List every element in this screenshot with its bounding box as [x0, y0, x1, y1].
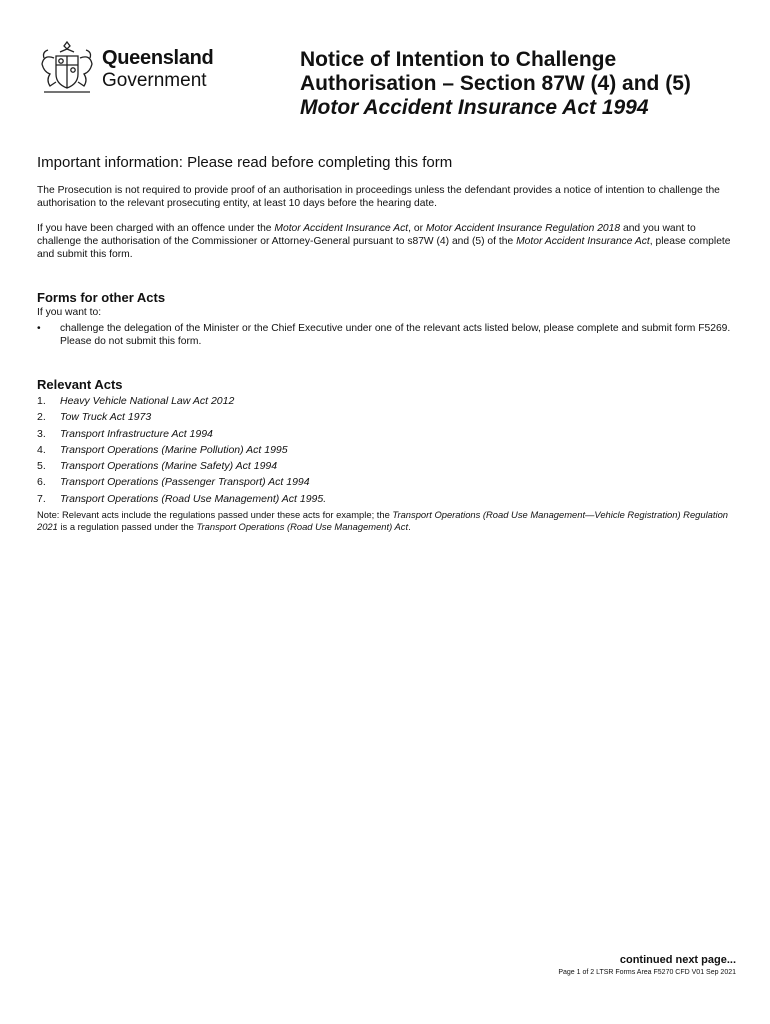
list-item	[37, 474, 737, 490]
relevant-acts-heading: Relevant Acts	[37, 377, 123, 392]
continued-next-page: continued next page...	[619, 954, 736, 966]
regulation-name-italic: Motor Accident Insurance Regulation 2018	[425, 223, 621, 234]
forms-other-acts-bullet	[37, 322, 737, 348]
form-title	[300, 48, 750, 120]
list-item-number: 7.	[37, 492, 46, 505]
list-item	[37, 442, 737, 458]
list-item-text: Transport Infrastructure Act 1994	[60, 427, 213, 440]
logo-text-queensland: Queensland	[102, 47, 214, 69]
text-run: , or	[408, 223, 426, 234]
text-run: , please complete and submit this form.	[37, 236, 731, 260]
list-item-number: 6.	[37, 476, 46, 489]
list-item-text: Transport Operations (Marine Safety) Act 1994	[60, 460, 278, 473]
coat-of-arms-icon	[36, 38, 98, 98]
important-info-paragraph-1: The Prosecution is not required to provide proof of an authorisation in proceedings unless the defendant provides a notice of intention to challenge the authorisation to the relevant prosecuting entity, at least 10 days before the hearing date.	[37, 185, 720, 209]
list-item	[37, 393, 737, 409]
list-item-text: Transport Operations (Marine Pollution) Act 1995	[60, 443, 288, 456]
logo-text-government: Government	[102, 70, 207, 91]
bullet-text: challenge the delegation of the Minister or the Chief Executive under one of the relevant acts listed below, please complete and submit form F5269. Please do not submit this form.	[60, 323, 731, 347]
list-item-text: Heavy Vehicle National Law Act 2012	[60, 395, 235, 407]
form-title-line3: Motor Accident Insurance Act 1994	[300, 96, 649, 119]
list-item-number: 1.	[37, 395, 46, 407]
important-info-paragraph-2	[37, 222, 737, 261]
list-item-text: Transport Operations (Passenger Transport) Act 1994	[60, 476, 310, 489]
text-run: is a regulation passed under the	[57, 521, 197, 532]
list-item-number: 5.	[37, 460, 46, 473]
list-item	[37, 458, 737, 474]
qld-government-logo	[36, 38, 226, 98]
form-title-line2: Authorisation – Section 87W (4) and (5)	[300, 72, 691, 95]
text-run: and you want to challenge the authorisation of the Commissioner or Attorney-General pursuant to s87W (4) and (5) of the	[37, 223, 696, 247]
bullet-icon: •	[37, 323, 41, 334]
text-run: Note: Relevant acts include the regulations passed under these acts for example; the	[37, 509, 393, 520]
forms-other-acts-heading: Forms for other Acts	[37, 290, 166, 305]
list-item	[37, 426, 737, 442]
forms-other-acts-intro: If you want to:	[37, 307, 102, 318]
text-run: .	[408, 521, 411, 532]
list-item-text: Transport Operations (Road Use Management) Act 1995.	[60, 492, 327, 505]
list-item-text: Tow Truck Act 1973	[60, 411, 152, 424]
list-item-number: 2.	[37, 411, 46, 424]
act-name-italic: Motor Accident Insurance Act	[274, 223, 409, 234]
form-title-line1: Notice of Intention to Challenge	[300, 48, 617, 71]
page-footer-meta: Page 1 of 2 LTSR Forms Area F5270 CFD V01 Sep 2021	[558, 969, 736, 976]
list-item	[37, 491, 737, 507]
list-item	[37, 409, 737, 425]
act-name-italic: Transport Operations (Road Use Management) Act	[196, 521, 409, 532]
act-name-italic: Motor Accident Insurance Act	[516, 236, 650, 247]
list-item-number: 4.	[37, 443, 46, 456]
regulation-name-italic: Transport Operations (Road Use Management—Vehicle Registration) Regulation 2021	[37, 509, 729, 532]
list-item-number: 3.	[37, 427, 46, 440]
text-run: If you have been charged with an offence under the	[37, 223, 275, 234]
relevant-acts-list	[37, 393, 737, 507]
relevant-acts-note	[37, 509, 737, 533]
important-info-heading: Important information: Please read before completing this form	[37, 154, 453, 171]
